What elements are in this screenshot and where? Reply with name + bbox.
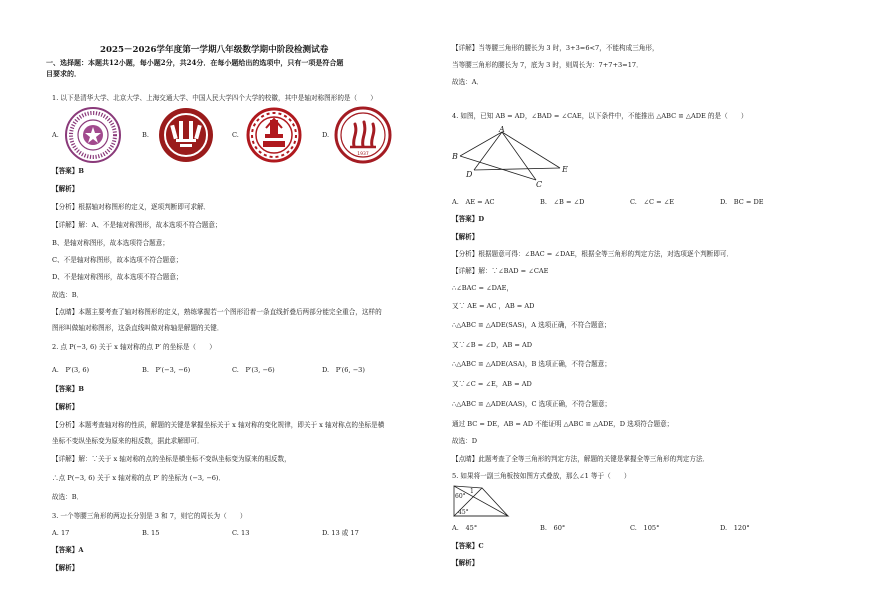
- q1-detail: 【详解】解：A、不是轴对称图形，故本选项不符合题意；: [52, 221, 222, 229]
- q4-triangle-figure: [452, 126, 572, 190]
- q1-choose: 故选：B．: [52, 291, 84, 299]
- q3-option-d: D. 13 或 17: [322, 529, 359, 537]
- q2-conclusion: ∴点 P(−3, 6) 关于 x 轴对称的点 P′ 的坐标为 (−3, −6)．: [52, 474, 226, 482]
- ruc-logo-year: 1937: [357, 152, 369, 157]
- q1-option-d: D.: [322, 131, 330, 139]
- q4-step-1: ∴∠BAC = ∠DAE，: [452, 284, 514, 292]
- q4-point-b: B: [452, 152, 458, 161]
- q4-detail: 【详解】解：∵∠BAD = ∠CAE: [452, 267, 549, 275]
- q4-option-a: A. AE = AC: [452, 198, 495, 206]
- section-heading-cont: 目要求的．: [46, 69, 81, 78]
- q3-choose: 故选：A．: [452, 78, 484, 86]
- q2-stem: 2. 点 P(−3, 6) 关于 x 轴对称的点 P′ 的坐标是（ ）: [52, 343, 216, 351]
- q5-angle-1: 1: [470, 488, 474, 495]
- q3-option-b: B. 15: [142, 529, 160, 537]
- q5-option-b: B. 60°: [540, 524, 566, 532]
- q5-angle-45: 45°: [458, 509, 469, 516]
- q5-set-square-figure: [452, 484, 512, 520]
- pku-logo-icon: [158, 107, 214, 163]
- q3-stem: 3. 一个等腰三角形的两边长分别是 3 和 7，则它的周长为（ ）: [52, 512, 247, 520]
- q4-option-b: B. ∠B = ∠D: [540, 198, 585, 206]
- q4-step-5: ∴△ABC ≌ △ADE(ASA)，B 选项正确，不符合题意；: [452, 360, 611, 368]
- q4-comment: 【点睛】此题考查了全等三角形的判定方法，解题的关键是掌握全等三角形的判定方法．: [452, 455, 710, 463]
- q2-answer: 【答案】B: [52, 385, 84, 393]
- q4-point-e: E: [562, 165, 568, 174]
- q4-step-8: 通过 BC = DE，AB = AD 不能证明 △ABC ≌ △ADE，D 选项符合题意；: [452, 420, 674, 428]
- q5-stem: 5. 如果将一副三角板按如图方式叠放，那么∠1 等于（ ）: [452, 472, 631, 480]
- q4-jiexi: 【解析】: [452, 233, 479, 241]
- q4-step-3: ∴△ABC ≌ △ADE(SAS)，A 选项正确，不符合题意；: [452, 321, 611, 329]
- q1-answer: 【答案】B: [52, 167, 84, 175]
- q4-step-7: ∴△ABC ≌ △ADE(AAS)，C 选项正确，不符合题意；: [452, 400, 612, 408]
- q4-step-2: 又∵ AE = AC ，AB = AD: [452, 302, 535, 310]
- q2-jiexi: 【解析】: [52, 403, 79, 411]
- q1-comment-1: 【点睛】本题主要考查了轴对称图形的定义，熟练掌握若一个图形沿着一条直线折叠后两部分能完全重合，这样的: [52, 308, 382, 316]
- q3-detail-2: 当等腰三角形的腰长为 7，底为 3 时，则周长为：7+7+3=17．: [452, 61, 643, 69]
- q4-step-6: 又∵∠C = ∠E，AB = AD: [452, 380, 532, 388]
- q4-stem: 4. 如图，已知 AB = AD，∠BAD = ∠CAE，以下条件中，不能推出 △ABC ≌ △ADE 的是（ ）: [452, 112, 748, 120]
- q2-option-d: D. P′(6, −3): [322, 366, 365, 374]
- q4-option-d: D. BC = DE: [720, 198, 764, 206]
- q5-answer: 【答案】C: [452, 542, 484, 550]
- q1-line-d: D、不是轴对称图形，故本选项不符合题意；: [52, 273, 183, 281]
- q4-choose: 故选：D: [452, 437, 478, 445]
- q2-analysis-1: 【分析】本题考查轴对称的性质，解题的关键是掌握坐标关于 x 轴对称的变化规律，即关于 x 轴对称点的坐标是横: [52, 421, 385, 429]
- q1-option-b: B.: [142, 131, 149, 139]
- q1-option-a: A.: [52, 131, 59, 139]
- q3-answer: 【答案】A: [52, 546, 84, 554]
- q2-option-c: C. P′(3, −6): [232, 366, 275, 374]
- q1-line-b: B、是轴对称图形，故本选项符合题意；: [52, 239, 169, 247]
- q4-answer: 【答案】D: [452, 215, 485, 223]
- q2-choose: 故选：B．: [52, 493, 84, 501]
- q1-jiexi: 【解析】: [52, 185, 79, 193]
- q1-analysis: 【分析】根据轴对称图形的定义，逐项判断即可求解．: [52, 203, 211, 211]
- q3-detail-1: 【详解】当等腰三角形的腰长为 3 时，3+3=6<7，不能构成三角形，: [452, 44, 659, 52]
- q1-comment-2: 图形叫做轴对称图形，这条直线叫做对称轴是解题的关键．: [52, 324, 224, 332]
- q4-point-d: D: [466, 170, 473, 179]
- q2-detail: 【详解】解：∵关于 x 轴对称的点的坐标是横坐标不变纵坐标变为原来的相反数，: [52, 455, 291, 463]
- q4-point-a: A: [499, 126, 505, 134]
- q4-analysis: 【分析】根据题意可得：∠BAC = ∠DAE，根据全等三角形的判定方法，对选项逐个判断即可．: [452, 250, 734, 258]
- q1-line-c: C、不是轴对称图形，故本选项不符合题意；: [52, 256, 183, 264]
- q1-stem: 1. 以下是清华大学、北京大学、上海交通大学、中国人民大学四个大学的校徽，其中是轴对称图形的是（ ）: [52, 94, 377, 102]
- q5-angle-60: 60°: [455, 493, 466, 500]
- sjtu-logo-icon: [246, 107, 302, 163]
- q3-option-c: C. 13: [232, 529, 250, 537]
- q5-option-a: A. 45°: [452, 524, 478, 532]
- ruc-logo-icon: [334, 106, 392, 164]
- q4-step-4: 又∵∠B = ∠D，AB = AD: [452, 341, 533, 349]
- tsinghua-logo-icon: [64, 106, 122, 164]
- q4-option-c: C. ∠C = ∠E: [630, 198, 675, 206]
- q1-option-c: C.: [232, 131, 239, 139]
- q3-jiexi: 【解析】: [52, 564, 79, 572]
- q5-jiexi: 【解析】: [452, 559, 479, 567]
- q3-option-a: A. 17: [52, 529, 70, 537]
- q5-option-c: C. 105°: [630, 524, 660, 532]
- q4-point-c: C: [536, 180, 543, 189]
- q2-option-a: A. P′(3, 6): [52, 366, 90, 374]
- q2-option-b: B. P′(−3, −6): [142, 366, 191, 374]
- page-title: 2025－2026学年度第一学期八年级数学期中阶段检测试卷: [100, 45, 329, 55]
- q2-analysis-2: 坐标不变纵坐标变为原来的相反数，据此求解即可．: [52, 437, 204, 445]
- section-heading: 一、选择题：本题共12小题，每小题2分，共24分．在每小题给出的选项中，只有一项是符合题: [46, 58, 344, 67]
- q5-option-d: D. 120°: [720, 524, 750, 532]
